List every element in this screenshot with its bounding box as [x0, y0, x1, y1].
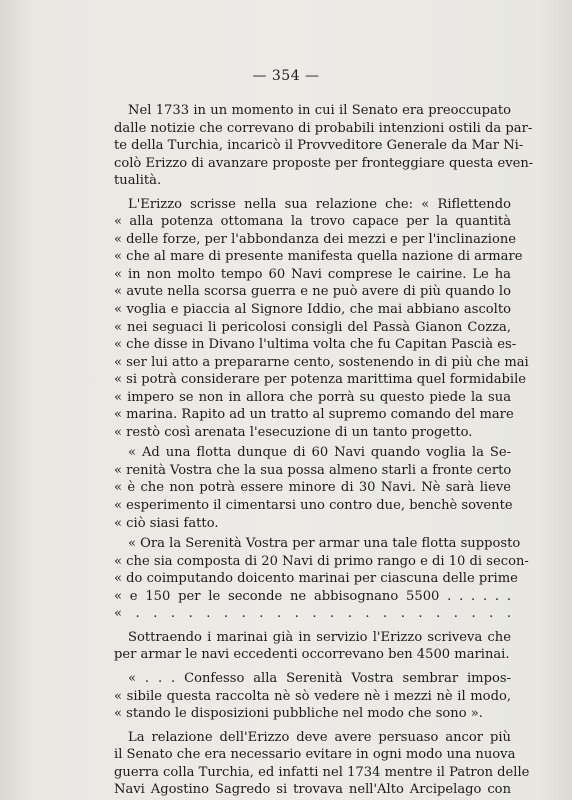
paragraph — [114, 196, 529, 442]
paragraph — [114, 670, 511, 723]
text-line: « esperimento il cimentarsi uno contro due, benchè sovente — [114, 498, 513, 514]
text-line: « sibile questa raccolta nè sò vedere nè i mezzi nè il modo, — [114, 688, 511, 704]
text-line: « renità Vostra che la sua possa almeno starli a fronte certo — [114, 462, 512, 478]
text-line: « marina. Rapito ad un tratto al supremo comando del mare — [114, 407, 514, 423]
text-line: « restò così arenata l'esecuzione di un tanto progetto. — [114, 424, 473, 440]
text-line: « che sia composta di 20 Navi di primo rango e di 10 di secon- — [114, 553, 529, 569]
text-line: dalle notizie che correvano di probabili intenzioni ostili da par- — [114, 120, 533, 136]
text-line: « ser lui atto a prepararne cento, sostenendo in di più che mai — [114, 354, 529, 370]
paragraph — [114, 535, 529, 623]
text-line: « stando le disposizioni pubbliche nel modo che sono ». — [114, 706, 483, 722]
text-line: te della Turchia, incaricò il Provveditore Generale da Mar Ni- — [114, 138, 524, 154]
text-line: tualità. — [114, 173, 162, 189]
text-line: Sottraendo i marinai già in servizio l'Erizzo scriveva che — [128, 629, 511, 645]
text-line: « che disse in Divano l'ultima volta che fu Capitan Pascià es- — [114, 337, 517, 353]
text-line: « . . . . . . . . . . . . . . . . . . . . . . — [114, 606, 511, 622]
text-line: colò Erizzo di avanzare proposte per fronteggiare questa even- — [114, 155, 534, 171]
paragraph — [114, 629, 511, 664]
text-line: per armar le navi eccedenti occorrevano ben 4500 marinai. — [114, 647, 510, 663]
text-line: « e 150 per le seconde ne abbisognano 5500 . . . . . . — [114, 588, 511, 604]
body-text — [114, 102, 534, 799]
text-line: « si potrà considerare per potenza marittima quel formidabile — [114, 372, 527, 388]
text-line: « che al mare di presente manifesta quella nazione di armare — [114, 249, 523, 265]
text-line: « delle forze, per l'abbondanza dei mezzi e per l'inclinazione — [114, 231, 517, 247]
text-line: « impero se non in allora che porrà su questo piede la sua — [114, 389, 511, 405]
text-line: « avute nella scorsa guerra e ne può avere di più quando lo — [114, 284, 511, 300]
text-line: L'Erizzo scrisse nella sua relazione che: « Riflettendo — [128, 196, 511, 212]
text-line: « voglia e piaccia al Signore Iddio, che mai abbiano ascolto — [114, 302, 511, 318]
text-line: « in non molto tempo 60 Navi comprese le cairine. Le ha — [114, 266, 511, 282]
text-line: « nei seguaci li pericolosi consigli del Passà Gianon Cozza, — [114, 319, 511, 335]
text-line: il Senato che era necessario evitare in ogni modo una nuova — [114, 747, 516, 763]
text-line: « Ora la Serenità Vostra per armar una tale flotta supposto — [128, 536, 521, 552]
page-number: — 354 — — [252, 68, 320, 84]
text-line: Navi Agostino Sagredo si trovava nell'Alto Arcipelago con — [114, 782, 511, 798]
text-line: « do coimputando doicento marinai per ciascuna delle prime — [114, 571, 518, 587]
text-line: La relazione dell'Erizzo deve avere persuaso ancor più — [128, 729, 511, 745]
paragraph — [114, 102, 534, 190]
text-line: Nel 1733 in un momento in cui il Senato era preoccupato — [128, 103, 511, 118]
paragraph — [114, 729, 530, 799]
text-line: guerra colla Turchia, ed infatti nel 1734 mentre il Patron delle — [114, 764, 530, 780]
text-line: « alla potenza ottomana la trovo capace per la quantità — [114, 214, 511, 230]
text-line: « Ad una flotta dunque di 60 Navi quando voglia la Se- — [128, 445, 511, 461]
paragraph — [114, 444, 511, 532]
text-line: « ciò siasi fatto. — [114, 515, 219, 531]
text-line: « è che non potrà essere minore di 30 Navi. Nè sarà lieve — [114, 480, 511, 496]
text-line: « . . . Confesso alla Serenità Vostra sembrar impos- — [128, 670, 511, 686]
